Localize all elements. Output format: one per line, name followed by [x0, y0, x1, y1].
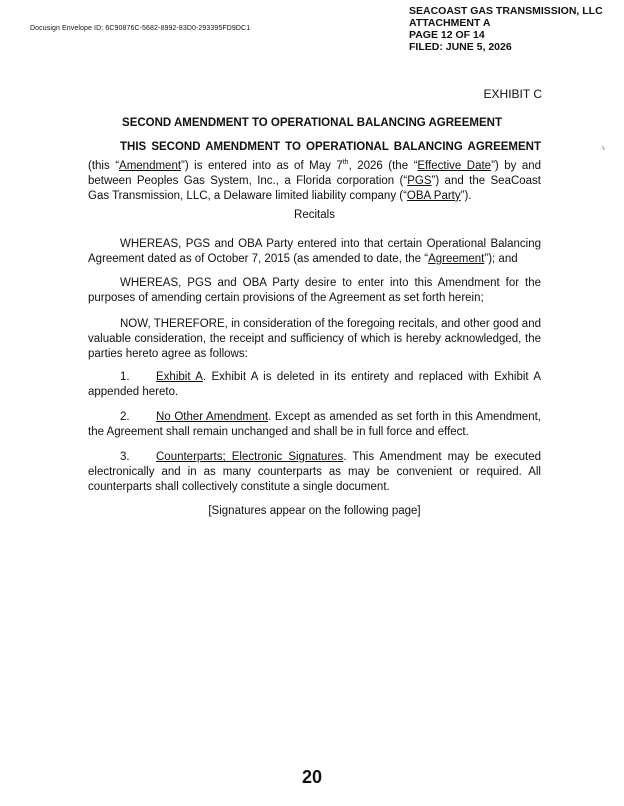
ordinal-suffix: th [342, 159, 349, 166]
whereas-text: WHEREAS, PGS and OBA Party desire to enter into this Amendment for the purposes of amending certain provisions of the Agreement as set forth herein; [88, 277, 541, 304]
filing-stamp [409, 5, 603, 53]
section-heading: Exhibit A [156, 371, 203, 383]
section-heading: Counterparts; Electronic Signatures [156, 451, 344, 463]
defined-term-oba-party: OBA Party [406, 189, 461, 202]
intro-text: ”). [460, 189, 472, 202]
intro-text: , 2026 (the “ [348, 159, 418, 172]
now-therefore-paragraph [88, 317, 541, 362]
intro-bold-lead: THIS SECOND AMENDMENT TO OPERATIONAL BALANCING AGREEMENT [120, 141, 541, 153]
scan-mark [602, 146, 605, 150]
defined-term-agreement: Agreement [428, 253, 485, 265]
whereas-paragraph-2 [88, 276, 541, 306]
exhibit-label: EXHIBIT C [483, 87, 542, 101]
signatures-note: [Signatures appear on the following page] [208, 505, 421, 517]
recitals-heading: Recitals [294, 209, 335, 221]
section-body: . This Amendment may be executed electronically and in as many counterparts as may be convenient or required. All counterparts shall collectively constitute a single document. [88, 451, 541, 493]
docusign-envelope-id: Docusign Envelope ID: 6C90876C-5682-8992-83D0-293395FD9DC1 [30, 25, 251, 32]
whereas-paragraph-1 [88, 237, 541, 267]
section-1 [88, 370, 541, 400]
defined-term-pgs: PGS [407, 174, 432, 187]
section-2 [88, 410, 541, 440]
document-title: SECOND AMENDMENT TO OPERATIONAL BALANCING AGREEMENT [122, 117, 502, 129]
whereas-text: ”); and [484, 253, 518, 265]
filing-attachment: ATTACHMENT A [409, 17, 491, 29]
filing-date: FILED: JUNE 5, 2026 [409, 41, 512, 53]
section-number: 3. [120, 451, 130, 463]
intro-paragraph [88, 140, 541, 204]
intro-text: ”) is entered into as of May 7 [181, 159, 343, 172]
intro-text: ”) and the SeaCoast Gas Transmission, LLC, a Delaware limited liability company (“ [88, 174, 542, 202]
filing-page: PAGE 12 OF 14 [409, 29, 485, 41]
intro-text: (this “ [88, 159, 120, 172]
section-3 [88, 450, 541, 495]
section-body: . Except as amended as set forth in this Amendment, the Agreement shall remain unchanged and shall be in full force and effect. [88, 411, 541, 438]
page-number: 20 [301, 767, 323, 787]
defined-term-amendment: Amendment [119, 159, 182, 172]
section-number: 1. [120, 371, 130, 383]
now-therefore-text: NOW, THEREFORE, in consideration of the foregoing recitals, and other good and valuable consideration, the receipt and sufficiency of which is hereby acknowledged, the parties hereto agree as follows: [88, 318, 541, 360]
defined-term-effective-date: Effective Date [417, 159, 492, 172]
filing-company: SEACOAST GAS TRANSMISSION, LLC [409, 5, 603, 17]
section-body: . Exhibit A is deleted in its entirety and replaced with Exhibit A appended hereto. [88, 371, 541, 398]
intro-text: ”) by and between Peoples Gas System, Inc., a Florida corporation (“ [88, 159, 542, 187]
whereas-text: WHEREAS, PGS and OBA Party entered into that certain Operational Balancing Agreement dated as of October 7, 2015 (as amended to date, the “ [88, 238, 541, 265]
section-heading: No Other Amendment [156, 411, 269, 423]
section-number: 2. [120, 411, 130, 423]
